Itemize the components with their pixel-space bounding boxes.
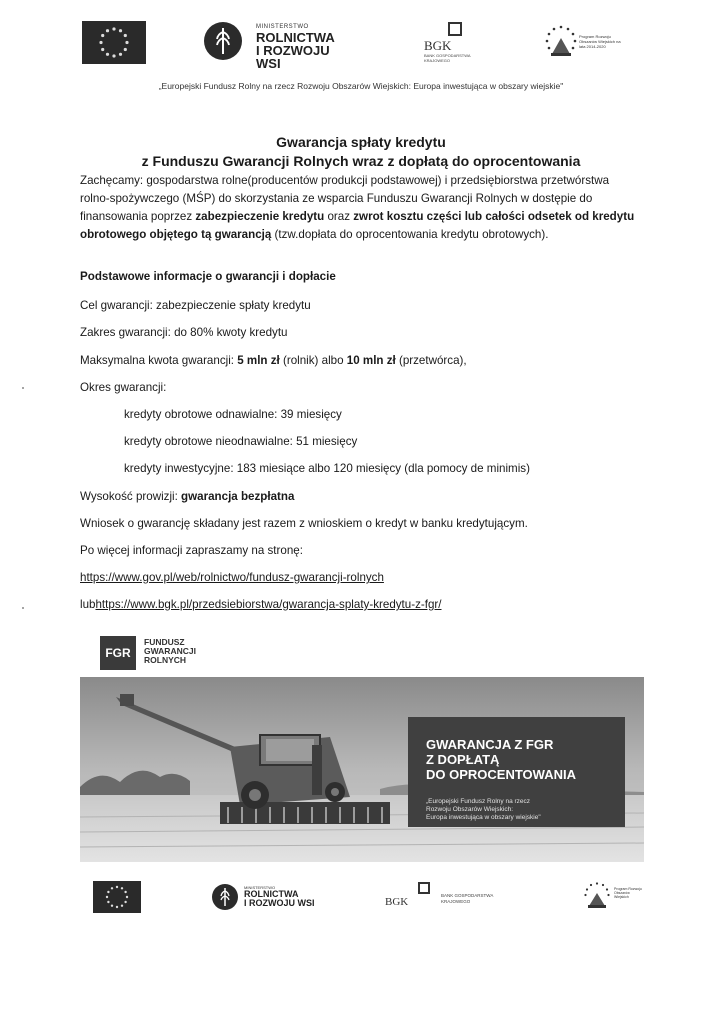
max-suffix: (przetwórca), (395, 354, 467, 367)
intro-text-1: Zachęcamy: gospodarstwa rolne(producentów produkcji podstawowej) i przedsiębiorstwa przetwórstwa rolno-spożywczego (MŚP) do skorzystania ze wsparcia Funduszu Gwarancji Rolnych w dostępie do finansowania poprzez (80, 174, 610, 223)
bgk-logo (420, 22, 482, 66)
bgk-full-name: BANK GOSPODARSTWA KRAJOWEGO (424, 53, 471, 63)
ministry-name (256, 31, 354, 70)
bgk-name: BGK (385, 896, 409, 908)
prow-logo-footer (582, 881, 642, 913)
link-bgk[interactable]: https://www.bgk.pl/przedsiebiorstwa/gwarancja-splaty-kredytu-z-fgr/ (95, 598, 442, 611)
max-prefix: Maksymalna kwota gwarancji: (80, 354, 238, 367)
bgk-full-name: BANK GOSPODARSTWA KRAJOWEGO (441, 893, 494, 904)
max-value-2: 10 mln zł (346, 354, 396, 367)
ministry-line-1: ROLNICTWA (256, 30, 335, 45)
prow-house-stars-icon (582, 881, 612, 911)
intro-text-2: oraz (324, 210, 354, 223)
info-cel: Cel gwarancji: zabezpieczenie spłaty kredytu (80, 299, 311, 312)
banner-slogan-1: „Europejski Fundusz Rolny na rzecz (426, 798, 531, 805)
fgr-line-2: GWARANCJI (144, 646, 196, 656)
eu-stars-icon (93, 881, 141, 913)
eu-flag-logo-footer (93, 881, 141, 913)
eu-stars-icon (82, 21, 146, 64)
link-gov[interactable]: https://www.gov.pl/web/rolnictwo/fundusz-gwarancji-rolnych (80, 571, 384, 584)
eu-fund-slogan: „Europejski Fundusz Rolny na rzecz Rozwoju Obszarów Wiejskich: Europa inwestująca w obszary wiejskie" (158, 81, 564, 91)
banner-slogan-3: Europa inwestująca w obszary wiejskie" (426, 814, 541, 821)
banner-headline-3: DO OPROCENTOWANIA (426, 767, 576, 782)
prow-text: Program Rozwoju Obszarów Wiejskich na lata 2014-2020 (579, 34, 621, 49)
max-value-1: 5 mln zł (237, 354, 280, 367)
document-subtitle: z Funduszu Gwarancji Rolnych wraz z dopłatą do oprocentowania (141, 153, 581, 169)
info-zakres: Zakres gwarancji: do 80% kwoty kredytu (80, 326, 288, 339)
combine-harvester-banner (80, 677, 644, 862)
scan-speck (22, 387, 24, 389)
max-mid: (rolnik) albo (279, 354, 347, 367)
banner-overlay-box (408, 717, 625, 827)
prow-logo (543, 24, 625, 64)
info-wniosek: Wniosek o gwarancję składany jest razem z wnioskiem o kredyt w banku kredytującym. (80, 517, 528, 530)
eu-flag-logo (82, 21, 146, 64)
intro-bold-2: zwrot kosztu części lub całości odsetek od kredytu obrotowego objętego tą gwarancją (80, 210, 635, 241)
ministry-logo-footer (212, 884, 322, 914)
banner-slogan (426, 798, 541, 822)
fgr-logo (100, 636, 210, 670)
info-wiecej: Po więcej informacji zapraszamy na stronę: (80, 544, 303, 557)
ministry-line-1: ROLNICTWA (244, 889, 299, 899)
okres-item: kredyty inwestycyjne: 183 miesiące albo 120 miesięcy (dla pomocy de minimis) (124, 462, 530, 475)
ministry-line-2: I ROZWOJU WSI (244, 898, 315, 908)
ministry-logo (204, 22, 354, 71)
okres-item: kredyty obrotowe nieodnawialne: 51 miesięcy (124, 435, 358, 448)
info-prowizja (80, 490, 294, 503)
fgr-line-1: FUNDUSZ (144, 637, 185, 647)
fgr-line-3: ROLNYCH (144, 655, 187, 665)
prowizja-value: gwarancja bezpłatna (181, 490, 295, 503)
scan-speck (22, 607, 24, 609)
banner-headline-2: Z DOPŁATĄ (426, 752, 500, 767)
prow-house-stars-icon (543, 24, 579, 60)
bgk-square-icon (418, 882, 430, 894)
ministry-small-label: MINISTERSTWO (256, 24, 309, 30)
wheat-emblem-icon (212, 884, 238, 910)
banner-slogan-2: Rozwoju Obszarów Wiejskich: (426, 806, 514, 813)
info-heading: Podstawowe informacje o gwarancji i dopłacie (80, 270, 336, 283)
link-bgk-line (80, 598, 442, 611)
info-okres: Okres gwarancji: (80, 381, 167, 394)
ministry-line-2: I ROZWOJU WSI (256, 43, 330, 71)
banner-headline (426, 737, 576, 782)
prowizja-prefix: Wysokość prowizji: (80, 490, 182, 503)
bgk-square-icon (448, 22, 462, 36)
info-max-kwota (80, 354, 467, 367)
bgk-logo-footer (385, 882, 515, 912)
banner-headline-1: GWARANCJA Z FGR (426, 737, 554, 752)
fgr-name (144, 638, 196, 665)
bgk-name: BGK (424, 38, 452, 53)
prow-text: Program Rozwoju Obszarów Wiejskich (614, 887, 642, 899)
ministry-small-label: MINISTERSTWO (244, 885, 276, 890)
okres-item: kredyty obrotowe odnawialne: 39 miesięcy (124, 408, 342, 421)
ministry-name (244, 890, 315, 908)
fgr-abbr-box: FGR (100, 636, 136, 670)
intro-paragraph (80, 172, 640, 244)
link-prefix: lub (80, 598, 96, 611)
document-title: Gwarancja spłaty kredytu (276, 134, 446, 150)
wheat-emblem-icon (204, 22, 242, 60)
intro-bold-1: zabezpieczenie kredytu (195, 210, 325, 223)
intro-text-3: (tzw.dopłata do oprocentowania kredytu obrotowych). (271, 228, 549, 241)
